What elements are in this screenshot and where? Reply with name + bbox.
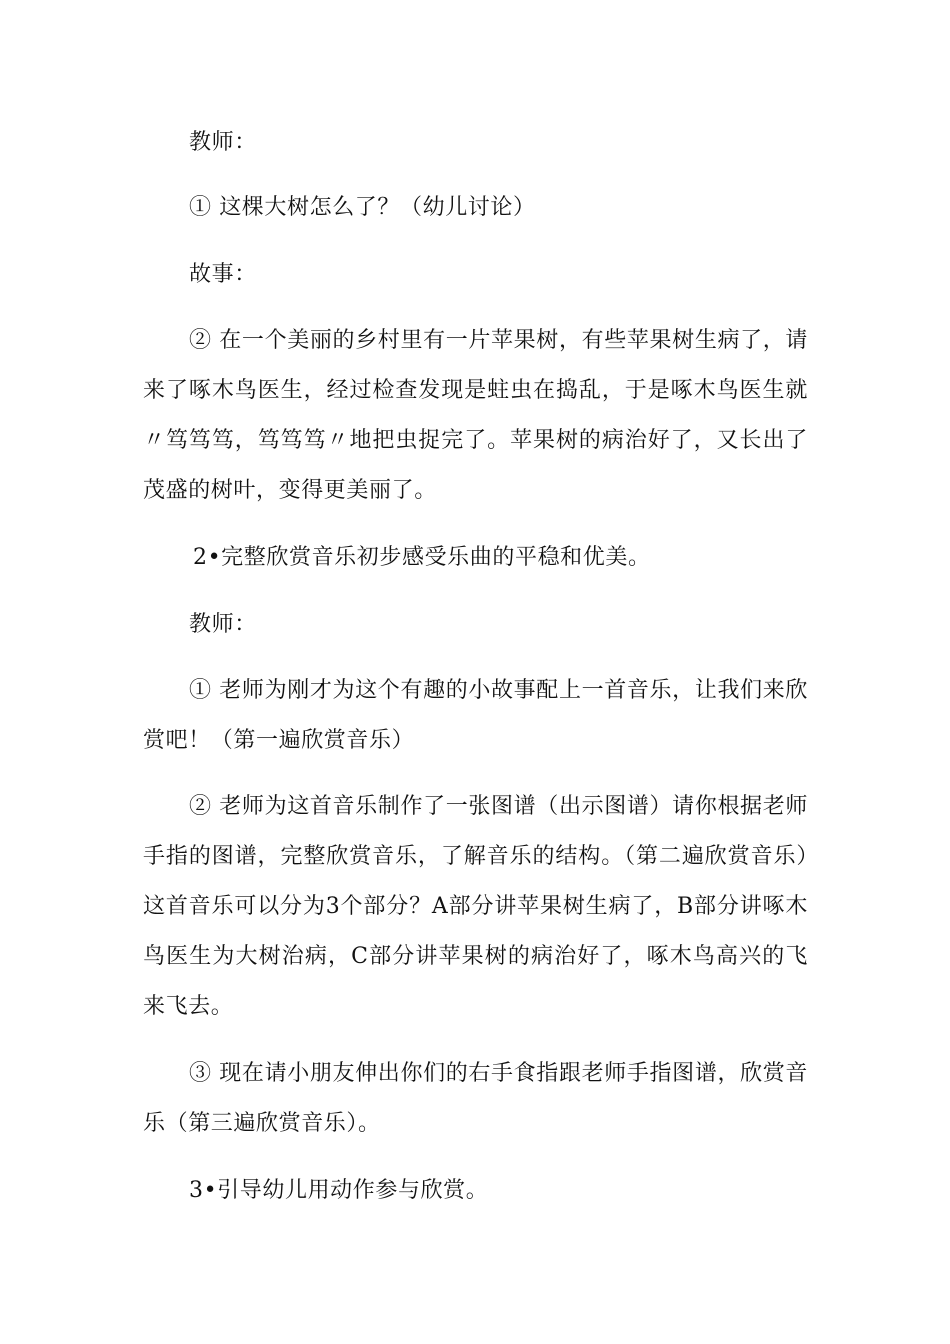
listen-second-paragraph: ② 老师为这首音乐制作了一张图谱（出示图谱）请你根据老师手指的图谱，完整欣赏音乐，了解音乐的结构。（第二遍欣赏音乐）这首音乐可以分为3个部分？A部分讲苹果树生病了，B部分讲啄木鸟医生为大树治病，C部分讲苹果树的病治好了，啄木鸟高兴的飞来飞去。 (143, 794, 808, 1019)
step-heading-3: 3•引导幼儿用动作参与欣赏。 (189, 1178, 489, 1203)
step-heading-2: 2•完整欣赏音乐初步感受乐曲的平稳和优美。 (193, 545, 651, 570)
question-paragraph: ① 这棵大树怎么了？（幼儿讨论） (189, 195, 536, 220)
listen-first-paragraph: ① 老师为刚才为这个有趣的小故事配上一首音乐，让我们来欣赏吧！（第一遍欣赏音乐） (143, 678, 808, 753)
listen-third-paragraph: ③ 现在请小朋友伸出你们的右手食指跟老师手指图谱，欣赏音乐（第三遍欣赏音乐）。 (143, 1061, 808, 1136)
section-label-teacher: 教师： (189, 130, 257, 155)
section-label-story: 故事： (189, 262, 257, 287)
story-paragraph: ② 在一个美丽的乡村里有一片苹果树，有些苹果树生病了，请来了啄木鸟医生，经过检查发现是蛀虫在捣乱，于是啄木鸟医生就〃笃笃笃，笃笃笃〃地把虫捉完了。苹果树的病治好了，又长出了茂盛的树叶，变得更美丽了。 (143, 328, 808, 503)
section-label-teacher-2: 教师： (189, 612, 257, 637)
